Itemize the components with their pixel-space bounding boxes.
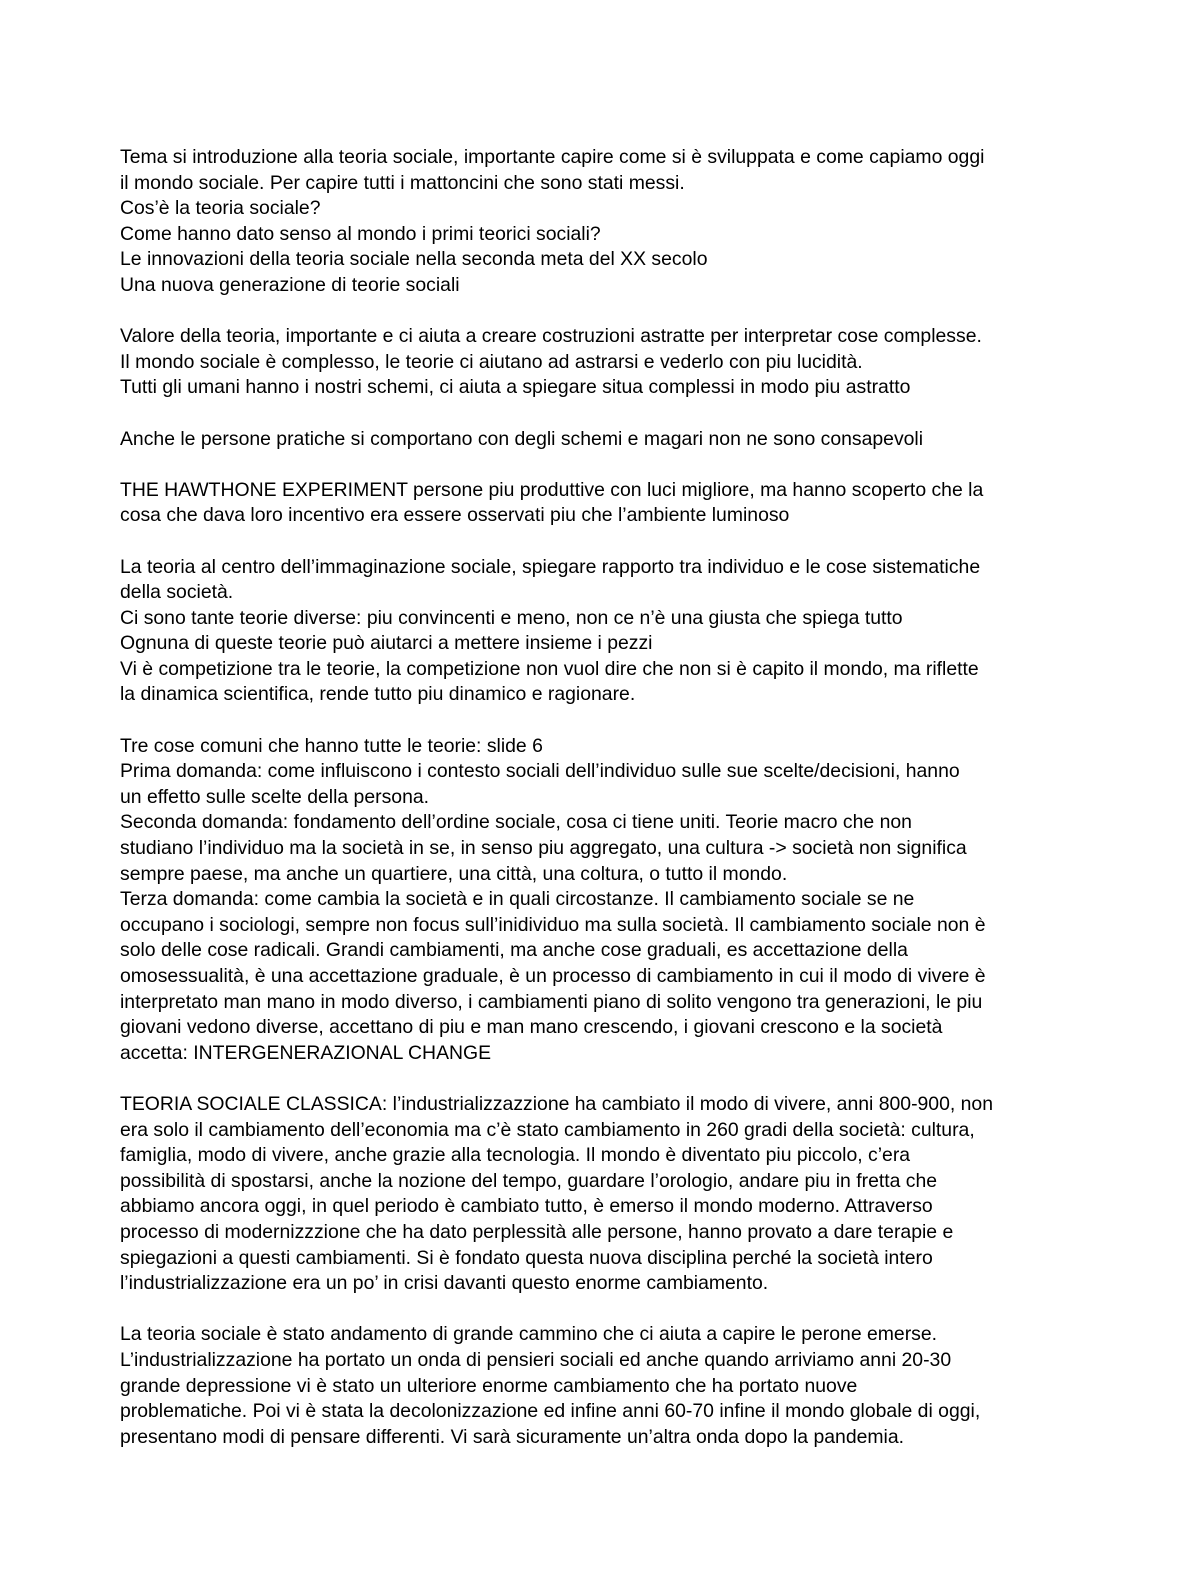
document-page	[120, 145, 1090, 1450]
intro-paragraph	[120, 145, 1090, 299]
text-line: solo delle cose radicali. Grandi cambiamenti, ma anche cose graduali, es accettazione della	[120, 939, 908, 962]
text-line: sempre paese, ma anche un quartiere, una città, una coltura, o tutto il mondo.	[120, 862, 788, 885]
text-line: giovani vedono diverse, accettano di piu e man mano crescendo, i giovani crescono e la società	[120, 1016, 943, 1039]
text-line: un effetto sulle scelte della persona.	[120, 785, 430, 808]
text-line: Tre cose comuni che hanno tutte le teorie: slide 6	[120, 734, 543, 757]
text-line: Ci sono tante teorie diverse: piu convincenti e meno, non ce n’è una giusta che spiega tutto	[120, 606, 903, 629]
text-line: il mondo sociale. Per capire tutti i mattoncini che sono stati messi.	[120, 171, 685, 194]
text-line: processo di modernizzzione che ha dato perplessità alle persone, hanno provato a dare terapie e	[120, 1220, 954, 1243]
paragraph-gap	[120, 401, 1090, 427]
text-line: abbiamo ancora oggi, in quel periodo è cambiato tutto, è emerso il mondo moderno. Attraverso	[120, 1195, 933, 1218]
three-questions-paragraph	[120, 734, 1090, 1067]
text-line: Terza domanda: come cambia la società e in quali circostanze. Il cambiamento sociale se ne	[120, 888, 915, 911]
text-line: la dinamica scientifica, rende tutto piu dinamico e ragionare.	[120, 683, 636, 706]
paragraph-gap	[120, 1066, 1090, 1092]
text-line: presentano modi di pensare differenti. Vi sarà sicuramente un’altra onda dopo la pandemia.	[120, 1425, 905, 1448]
hawthorne-paragraph	[120, 478, 1090, 529]
text-line: era solo il cambiamento dell’economia ma c’è stato cambiamento in 260 gradi della società: cultura,	[120, 1118, 975, 1141]
text-line: Tutti gli umani hanno i nostri schemi, ci aiuta a spiegare situa complessi in modo piu astratto	[120, 376, 911, 399]
social-imagination-paragraph	[120, 555, 1090, 709]
text-line: L’industrializzazione ha portato un onda di pensieri sociali ed anche quando arriviamo anni 20-30	[120, 1348, 952, 1371]
paragraph-gap	[120, 452, 1090, 478]
value-of-theory-paragraph	[120, 324, 1090, 401]
paragraph-gap	[120, 299, 1090, 325]
text-line: omosessualità, è una accettazione graduale, è un processo di cambiamento in cui il modo di vivere è	[120, 965, 986, 987]
text-line: Tema si introduzione alla teoria sociale, importante capire come si è sviluppata e come capiamo oggi	[120, 146, 985, 168]
paragraph-gap	[120, 708, 1090, 734]
text-line: problematiche. Poi vi è stata la decolonizzazione ed infine anni 60-70 infine il mondo globale di oggi,	[120, 1400, 981, 1423]
text-line: Il mondo sociale è complesso, le teorie ci aiutano ad astrarsi e vederlo con piu lucidità.	[120, 350, 863, 373]
text-line: grande depressione vi è stato un ulteriore enorme cambiamento che ha portato nuove	[120, 1374, 858, 1397]
text-line: Come hanno dato senso al mondo i primi teorici sociali?	[120, 222, 601, 245]
classical-theory-paragraph	[120, 1092, 1090, 1297]
paragraph-gap	[120, 1297, 1090, 1323]
text-line: studiano l’individuo ma la società in se, in senso piu aggregato, una cultura -> società non significa	[120, 837, 967, 860]
text-line: cosa che dava loro incentivo era essere osservati piu che l’ambiente luminoso	[120, 504, 790, 527]
text-line: Valore della teoria, importante e ci aiuta a creare costruzioni astratte per interpretar cose complesse.	[120, 325, 982, 348]
text-line: La teoria al centro dell’immaginazione sociale, spiegare rapporto tra individuo e le cose sistematiche	[120, 555, 981, 578]
text-line: possibilità di spostarsi, anche la nozione del tempo, guardare l’orologio, andare piu in fretta che	[120, 1169, 938, 1192]
text-line: Seconda domanda: fondamento dell’ordine sociale, cosa ci tiene uniti. Teorie macro che non	[120, 811, 912, 834]
paragraph-gap	[120, 529, 1090, 555]
text-line: interpretato man mano in modo diverso, i cambiamenti piano di solito vengono tra generazioni, le piu	[120, 990, 983, 1013]
text-line: l’industrializzazione era un po’ in crisi davanti questo enorme cambiamento.	[120, 1272, 769, 1295]
text-line: della società.	[120, 581, 234, 604]
text-line: spiegazioni a questi cambiamenti. Si è fondato questa nuova disciplina perché la società intero	[120, 1246, 933, 1269]
conclusion-paragraph	[120, 1322, 1090, 1450]
practical-people-paragraph	[120, 427, 1090, 453]
text-line: famiglia, modo di vivere, anche grazie alla tecnologia. Il mondo è diventato piu piccolo, c’era	[120, 1144, 911, 1167]
text-line: Ognuna di queste teorie può aiutarci a mettere insieme i pezzi	[120, 632, 653, 655]
text-line: TEORIA SOCIALE CLASSICA: l’industrializzazzione ha cambiato il modo di vivere, anni 800-900, non	[120, 1092, 994, 1115]
text-line: Cos’è la teoria sociale?	[120, 197, 321, 220]
text-line: Le innovazioni della teoria sociale nella seconda meta del XX secolo	[120, 248, 708, 271]
text-line: THE HAWTHONE EXPERIMENT persone piu produttive con luci migliore, ma hanno scoperto che la	[120, 478, 984, 501]
text-line: Anche le persone pratiche si comportano con degli schemi e magari non ne sono consapevoli	[120, 427, 924, 450]
text-line: Prima domanda: come influiscono i contesto sociali dell’individuo sulle sue scelte/decisioni, hanno	[120, 760, 960, 783]
text-line: Vi è competizione tra le teorie, la competizione non vuol dire che non si è capito il mondo, ma riflette	[120, 657, 979, 680]
text-line: accetta: INTERGENERAZIONAL CHANGE	[120, 1041, 492, 1064]
text-line: Una nuova generazione di teorie sociali	[120, 273, 460, 296]
text-line: La teoria sociale è stato andamento di grande cammino che ci aiuta a capire le perone emerse.	[120, 1323, 938, 1346]
text-line: occupano i sociologi, sempre non focus sull’inidividuo ma sulla società. Il cambiamento sociale non è	[120, 913, 986, 936]
